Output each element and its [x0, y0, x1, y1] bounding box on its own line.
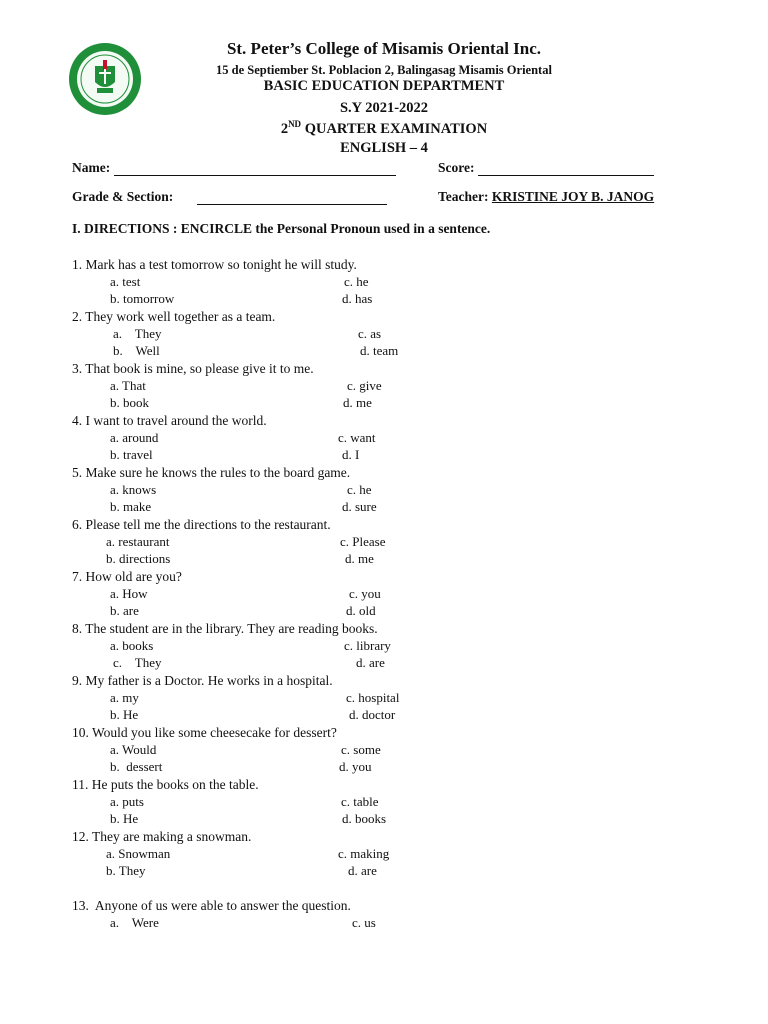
subject-title: ENGLISH – 4: [340, 140, 428, 156]
q1-option-b[interactable]: b. tomorrow: [110, 291, 175, 306]
question-11: 11. He puts the books on the table.: [72, 777, 259, 792]
q5-option-b[interactable]: b. make: [110, 499, 152, 514]
q12-option-d[interactable]: d. are: [348, 863, 377, 878]
q10-option-a[interactable]: a. Would: [110, 742, 157, 757]
grade-section-label: Grade & Section:: [72, 189, 174, 204]
q11-option-a[interactable]: a. puts: [110, 794, 144, 809]
question-9: 9. My father is a Doctor. He works in a hospital.: [72, 673, 333, 688]
q1-option-d[interactable]: d. has: [342, 291, 373, 306]
teacher-name: KRISTINE JOY B. JANOG: [491, 189, 655, 204]
department-title: BASIC EDUCATION DEPARTMENT: [263, 78, 505, 94]
q8-option-c[interactable]: c. library: [344, 638, 391, 653]
q4-option-b[interactable]: b. travel: [110, 447, 153, 462]
question-10: 10. Would you like some cheesecake for dessert?: [72, 725, 337, 740]
q7-option-b[interactable]: b. are: [110, 603, 139, 618]
q4-option-a[interactable]: a. around: [110, 430, 159, 445]
q4-option-d[interactable]: d. I: [342, 447, 360, 462]
directions: I. DIRECTIONS : ENCIRCLE the Personal Pronoun used in a sentence.: [72, 221, 491, 236]
score-label: Score:: [438, 160, 475, 175]
q11-option-c[interactable]: c. table: [341, 794, 379, 809]
q6-option-c[interactable]: c. Please: [340, 534, 386, 549]
exam-title: 2ND QUARTER EXAMINATION: [280, 119, 488, 137]
question-4: 4. I want to travel around the world.: [72, 413, 267, 428]
q2-option-c[interactable]: c. as: [358, 326, 382, 341]
q1-option-c[interactable]: c. he: [344, 274, 369, 289]
q3-option-b[interactable]: b. book: [110, 395, 149, 410]
teacher-label: Teacher:: [438, 189, 489, 204]
q10-option-d[interactable]: d. you: [339, 759, 372, 774]
name-field[interactable]: [72, 160, 396, 176]
q9-option-d[interactable]: d. doctor: [349, 707, 396, 722]
teacher-field: [438, 189, 654, 205]
question-2: 2. They work well together as a team.: [72, 309, 276, 324]
q1-option-a[interactable]: a. test: [110, 274, 141, 289]
q5-option-a[interactable]: a. knows: [110, 482, 157, 497]
q7-option-a[interactable]: a. How: [110, 586, 148, 601]
q11-option-b[interactable]: b. He: [110, 811, 139, 826]
q2-option-d[interactable]: d. team: [360, 343, 399, 358]
q8-option-a[interactable]: a. books: [110, 638, 154, 653]
school-address: 15 de Septiember St. Poblacion 2, Balingasag Misamis Oriental: [216, 63, 552, 77]
question-1: 1. Mark has a test tomorrow so tonight he will study.: [72, 257, 357, 272]
question-6: 6. Please tell me the directions to the restaurant.: [72, 517, 331, 532]
q3-option-d[interactable]: d. me: [343, 395, 372, 410]
q7-option-d[interactable]: d. old: [346, 603, 376, 618]
school-name: St. Peter’s College of Misamis Oriental Inc.: [226, 39, 542, 58]
q10-option-b[interactable]: b. dessert: [110, 759, 163, 774]
question-5: 5. Make sure he knows the rules to the board game.: [72, 465, 351, 480]
question-3: 3. That book is mine, so please give it to me.: [72, 361, 314, 376]
q6-option-a[interactable]: a. restaurant: [106, 534, 170, 549]
name-label: Name:: [72, 160, 111, 175]
q8-option-b[interactable]: c. They: [113, 655, 162, 670]
q9-option-c[interactable]: c. hospital: [346, 690, 400, 705]
q12-option-c[interactable]: c. making: [338, 846, 390, 861]
score-blank-line[interactable]: [478, 161, 654, 176]
grade-section-blank-line[interactable]: [197, 190, 387, 205]
q2-option-a[interactable]: a. They: [113, 326, 162, 341]
q6-option-b[interactable]: b. directions: [106, 551, 171, 566]
grade-section-field[interactable]: [72, 189, 387, 205]
q5-option-d[interactable]: d. sure: [342, 499, 377, 514]
q10-option-c[interactable]: c. some: [341, 742, 381, 757]
q12-option-a[interactable]: a. Snowman: [106, 846, 171, 861]
q5-option-c[interactable]: c. he: [347, 482, 372, 497]
q12-option-b[interactable]: b. They: [106, 863, 146, 878]
q13-option-c[interactable]: c. us: [352, 915, 376, 930]
q9-option-b[interactable]: b. He: [110, 707, 139, 722]
question-8: 8. The student are in the library. They are reading books.: [72, 621, 378, 636]
question-7: 7. How old are you?: [72, 569, 182, 584]
q3-option-c[interactable]: c. give: [347, 378, 382, 393]
question-13: 13. Anyone of us were able to answer the question.: [72, 898, 351, 913]
score-field[interactable]: [438, 160, 654, 176]
q4-option-c[interactable]: c. want: [338, 430, 376, 445]
q11-option-d[interactable]: d. books: [342, 811, 387, 826]
q6-option-d[interactable]: d. me: [345, 551, 374, 566]
q7-option-c[interactable]: c. you: [349, 586, 381, 601]
q8-option-d[interactable]: d. are: [356, 655, 385, 670]
name-blank-line[interactable]: [114, 161, 396, 176]
q3-option-a[interactable]: a. That: [110, 378, 146, 393]
q2-option-b[interactable]: b. Well: [113, 343, 160, 358]
q9-option-a[interactable]: a. my: [110, 690, 139, 705]
school-year: S.Y 2021-2022: [339, 100, 429, 116]
q13-option-a[interactable]: a. Were: [110, 915, 159, 930]
question-12: 12. They are making a snowman.: [72, 829, 252, 844]
